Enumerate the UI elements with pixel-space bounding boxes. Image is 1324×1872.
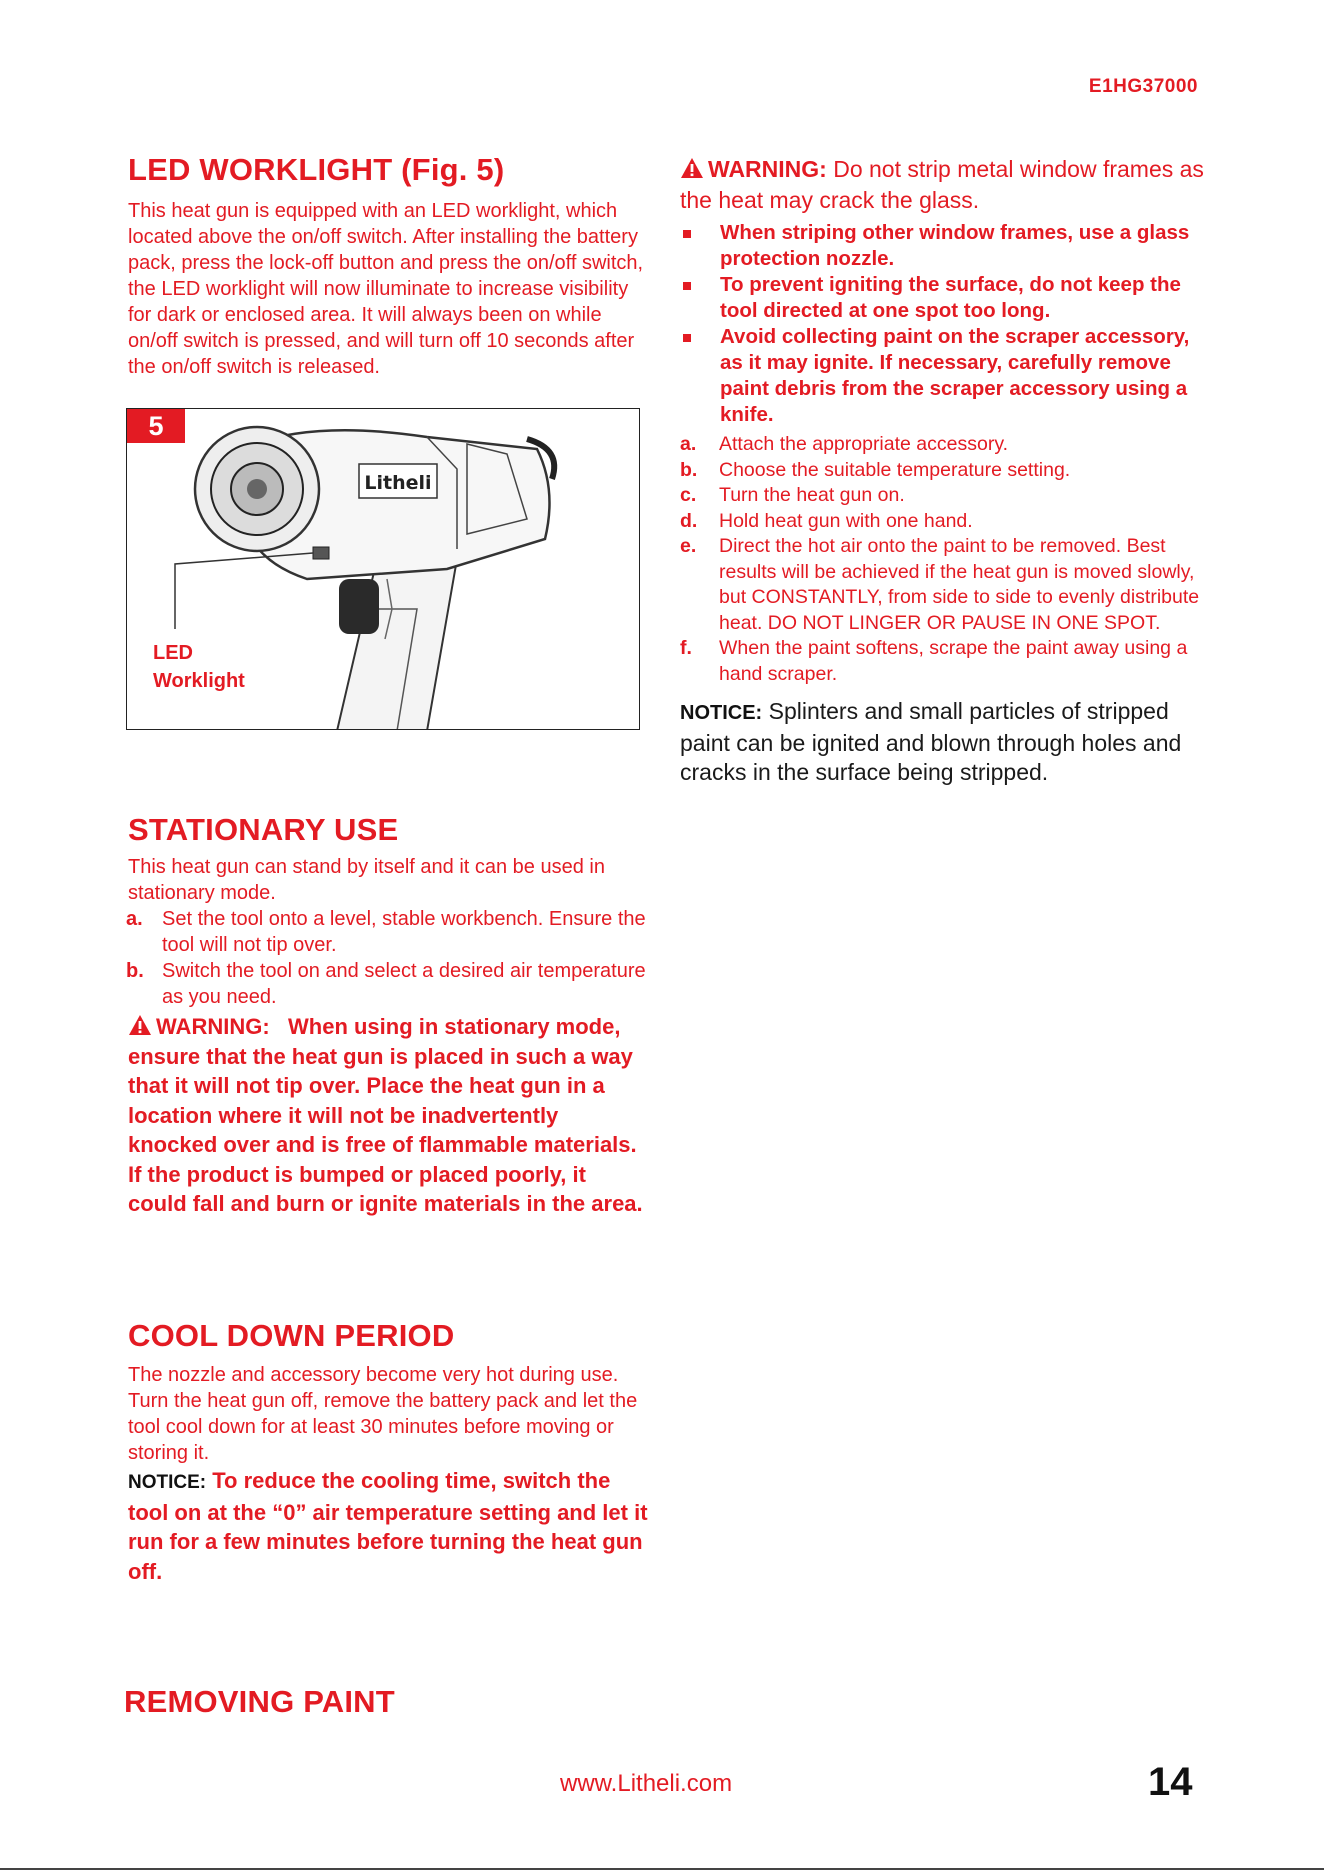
stationary-warning: [128, 1012, 648, 1219]
step-text: Hold heat gun with one hand.: [719, 509, 973, 532]
step-text: Direct the hot air onto the paint to be removed. Best results will be achieved if the heat gun is moved slowly, but CONSTANTLY, from side to side to evenly distribute heat. DO NOT LINGER OR PAUSE IN ONE SPOT.: [719, 535, 1200, 634]
figure-5: [126, 408, 640, 730]
step-letter: d.: [680, 509, 698, 532]
cool-down-body: The nozzle and accessory become very hot during use. Turn the heat gun off, remove the battery pack and let the tool cool down for at least 30 minutes before moving or storing it.: [128, 1364, 638, 1464]
footer-url: www.Litheli.com: [560, 1770, 733, 1797]
step-letter: e.: [680, 535, 697, 557]
led-worklight-heading: LED WORKLIGHT (Fig. 5): [128, 152, 505, 187]
step-text: Switch the tool on and select a desired air temperature as you need.: [162, 960, 646, 1008]
notice-label: NOTICE:: [680, 702, 763, 724]
callout-line-1: LED: [153, 642, 193, 664]
removing-step: [680, 534, 1210, 636]
warning-triangle-icon: [680, 157, 704, 179]
removing-paint-heading: REMOVING PAINT: [124, 1684, 395, 1719]
callout-line-2: Worklight: [153, 670, 245, 692]
led-worklight-body: This heat gun is equipped with an LED worklight, which located above the on/off switch. After installing the battery pack, press the lock-off button and press the on/off switch, the LED worklight will now illuminate to increase visibility for dark or enclosed area. It will always been on while on/off switch is pressed, and will turn off 10 seconds after the on/off switch is released.: [128, 200, 644, 378]
step-text: Choose the suitable temperature setting.: [719, 458, 1071, 481]
step-text: Set the tool onto a level, stable workbench. Ensure the tool will not tip over.: [162, 908, 646, 956]
removing-step: [680, 483, 1210, 509]
removing-paint-notice: [680, 697, 1210, 788]
step-letter: b.: [680, 458, 698, 481]
warning-bullet: [680, 220, 1210, 272]
removing-step: [680, 458, 1210, 484]
step-letter: b.: [126, 960, 144, 982]
warning-triangle-icon: [128, 1014, 152, 1036]
bullet-square-icon: [683, 334, 691, 342]
warning-label: WARNING:: [708, 156, 827, 182]
warning-text: Do not strip metal window frames as the heat may crack the glass.: [680, 156, 1204, 213]
step-text: Turn the heat gun on.: [719, 484, 905, 506]
step-letter: c.: [680, 484, 697, 506]
bottom-divider: [0, 1868, 1324, 1870]
stationary-intro: This heat gun can stand by itself and it can be used in stationary mode.: [128, 856, 605, 904]
warning-bullet: [680, 324, 1210, 428]
stationary-step: [128, 906, 648, 958]
notice-label: NOTICE:: [128, 1472, 207, 1493]
figure-number: 5: [127, 409, 185, 443]
step-letter: f.: [680, 637, 692, 659]
bullet-square-icon: [683, 230, 691, 238]
removing-step: [680, 432, 1210, 458]
step-text: When the paint softens, scrape the paint away using a hand scraper.: [719, 637, 1188, 685]
page-number: 14: [1148, 1760, 1193, 1804]
warning-text: When using in stationary mode, ensure that the heat gun is placed in such a way that it will not tip over. Place the heat gun in a location where it will not be inadvertently knocked over and is free of flammable materials. If the product is bumped or placed poorly, it could fall and burn or ignite materials in the area.: [128, 1014, 643, 1216]
removing-paint-warning: [680, 154, 1210, 216]
bullet-text: Avoid collecting paint on the scraper accessory, as it may ignite. If necessary, carefully remove paint debris from the scraper accessory using a knife.: [720, 325, 1190, 426]
cool-down-heading: COOL DOWN PERIOD: [128, 1318, 455, 1353]
model-number: E1HG37000: [1088, 76, 1198, 97]
stationary-use-heading: STATIONARY USE: [128, 812, 399, 847]
bullet-text: To prevent igniting the surface, do not keep the tool directed at one spot too long.: [720, 273, 1181, 322]
step-text: Attach the appropriate accessory.: [719, 433, 1009, 455]
led-worklight-callout: [153, 639, 245, 695]
brand-logo: Litheli: [364, 472, 432, 494]
notice-text: Splinters and small particles of stripped paint can be ignited and blown through holes and cracks in the surface being stripped.: [680, 698, 1182, 785]
stationary-step: [128, 958, 648, 1010]
notice-text: To reduce the cooling time, switch the tool on at the “0” air temperature setting and let it run for a few minutes before turning the heat gun off.: [128, 1468, 648, 1584]
step-letter: a.: [680, 433, 697, 455]
bullet-text: When striping other window frames, use a glass protection nozzle.: [720, 221, 1190, 270]
removing-paint-content: [680, 154, 1210, 788]
removing-step: [680, 636, 1210, 687]
cool-down-notice: [128, 1466, 650, 1586]
warning-bullet: [680, 272, 1210, 324]
bullet-square-icon: [683, 282, 691, 290]
warning-label: WARNING:: [156, 1014, 270, 1039]
step-letter: a.: [126, 908, 143, 930]
removing-step: [680, 509, 1210, 535]
